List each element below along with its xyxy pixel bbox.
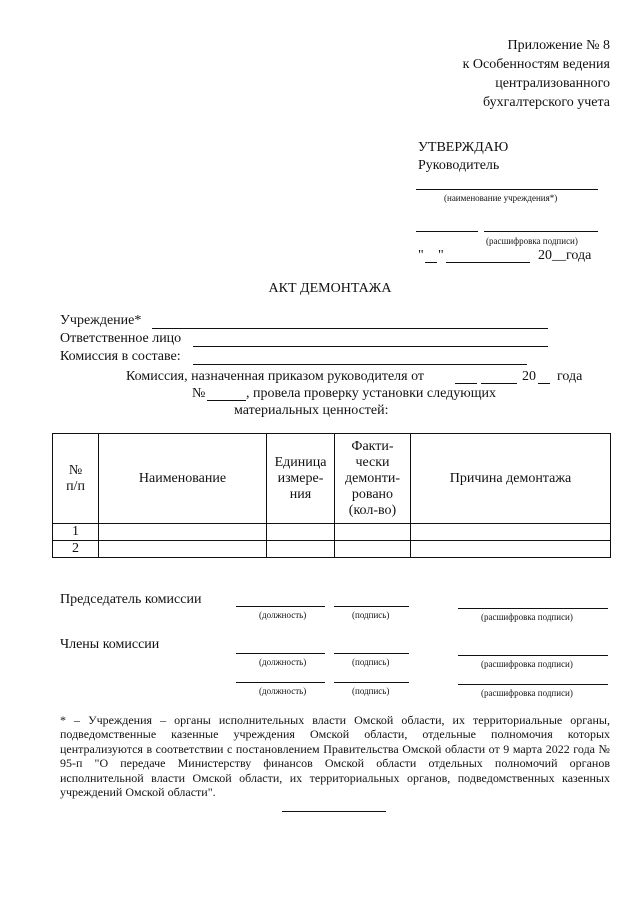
cell-quantity[interactable] bbox=[335, 541, 411, 558]
chairman-position-line[interactable] bbox=[236, 606, 325, 607]
cell-reason[interactable] bbox=[411, 541, 611, 558]
commission-label: Комиссия в составе: bbox=[60, 349, 181, 364]
cell-name[interactable] bbox=[99, 541, 267, 558]
order-year-line[interactable] bbox=[538, 383, 550, 384]
position-caption: (должность) bbox=[259, 657, 307, 667]
cell-quantity[interactable] bbox=[335, 524, 411, 541]
member1-signature-line[interactable] bbox=[334, 653, 409, 654]
cell-unit[interactable] bbox=[267, 541, 335, 558]
member2-signature-line[interactable] bbox=[334, 682, 409, 683]
signature-decode-caption: (расшифровка подписи) bbox=[486, 236, 578, 246]
decode-caption: (расшифровка подписи) bbox=[481, 612, 573, 622]
date-month-line[interactable] bbox=[446, 262, 530, 263]
appendix-line-1: Приложение № 8 bbox=[507, 38, 610, 53]
responsible-label: Ответственное лицо bbox=[60, 331, 182, 346]
body-line2-text: , провела проверку установки следующих bbox=[246, 386, 496, 401]
order-day-line[interactable] bbox=[455, 383, 477, 384]
signature-caption: (подпись) bbox=[352, 610, 390, 620]
col-header-reason: Причина демонтажа bbox=[411, 434, 611, 524]
responsible-line[interactable] bbox=[193, 346, 548, 347]
row-num: 2 bbox=[53, 541, 99, 558]
body-line2-num: № bbox=[192, 386, 206, 401]
decode-caption: (расшифровка подписи) bbox=[481, 659, 573, 669]
signature-decode-line[interactable] bbox=[484, 231, 598, 232]
appendix-line-2: к Особенностям ведения bbox=[462, 57, 610, 72]
footnote-separator bbox=[282, 811, 386, 812]
members-label: Члены комиссии bbox=[60, 637, 160, 652]
commission-line[interactable] bbox=[193, 364, 527, 365]
col-header-quantity: Факти-чески демонти-ровано (кол-во) bbox=[335, 434, 411, 524]
chairman-label: Председатель комиссии bbox=[60, 592, 202, 607]
approve-head: Руководитель bbox=[418, 158, 500, 173]
row-num: 1 bbox=[53, 524, 99, 541]
approve-title: УТВЕРЖДАЮ bbox=[418, 140, 509, 155]
col-header-num: № п/п bbox=[53, 434, 99, 524]
cell-reason[interactable] bbox=[411, 524, 611, 541]
appendix-line-3: централизованного bbox=[495, 76, 610, 91]
institution-line[interactable] bbox=[152, 328, 548, 329]
col-header-unit: Единица измере-ния bbox=[267, 434, 335, 524]
member2-position-line[interactable] bbox=[236, 682, 325, 683]
order-month-line[interactable] bbox=[481, 383, 517, 384]
body-line3: материальных ценностей: bbox=[234, 403, 389, 418]
signature-line[interactable] bbox=[416, 231, 478, 232]
date-quote-open: " bbox=[418, 248, 424, 263]
signature-caption: (подпись) bbox=[352, 657, 390, 667]
table-row bbox=[53, 524, 611, 541]
footnote: * – Учреждения – органы исполнительных власти Омской области, их территориальные органы, подведомственные казенные учреждения Омской области, отдельные полномочия которых централизуются в соответствии с постановлением Правительства Омской области от 9 марта 2022 года № 95-п "О передаче Министерству финансов Омской области отдельных полномочий органов исполнительной власти Омской области, их территориальных органов, подведомственных казенных учреждений Омской области". bbox=[60, 713, 610, 800]
institution-label: Учреждение* bbox=[60, 313, 142, 328]
position-caption: (должность) bbox=[259, 686, 307, 696]
col-header-name: Наименование bbox=[99, 434, 267, 524]
body-line1-start: Комиссия, назначенная приказом руководителя от bbox=[126, 369, 425, 384]
body-line1-year: 20 bbox=[522, 369, 536, 384]
date-year: 20__года bbox=[538, 248, 592, 263]
chairman-decode-line[interactable] bbox=[458, 608, 608, 609]
cell-name[interactable] bbox=[99, 524, 267, 541]
table-row bbox=[53, 541, 611, 558]
dismantling-table bbox=[52, 433, 611, 558]
date-day-line[interactable] bbox=[425, 262, 437, 263]
signature-caption: (подпись) bbox=[352, 686, 390, 696]
chairman-signature-line[interactable] bbox=[334, 606, 409, 607]
member1-position-line[interactable] bbox=[236, 653, 325, 654]
member2-decode-line[interactable] bbox=[458, 684, 608, 685]
org-name-line[interactable] bbox=[416, 189, 598, 190]
position-caption: (должность) bbox=[259, 610, 307, 620]
body-line1-end: года bbox=[557, 369, 583, 384]
date-quote-close: " bbox=[438, 248, 444, 263]
cell-unit[interactable] bbox=[267, 524, 335, 541]
order-number-line[interactable] bbox=[207, 400, 246, 401]
act-title: АКТ ДЕМОНТАЖА bbox=[268, 281, 392, 296]
member1-decode-line[interactable] bbox=[458, 655, 608, 656]
table-header-row bbox=[53, 434, 611, 524]
org-name-caption: (наименование учреждения*) bbox=[444, 193, 558, 203]
appendix-line-4: бухгалтерского учета bbox=[483, 95, 610, 110]
decode-caption: (расшифровка подписи) bbox=[481, 688, 573, 698]
